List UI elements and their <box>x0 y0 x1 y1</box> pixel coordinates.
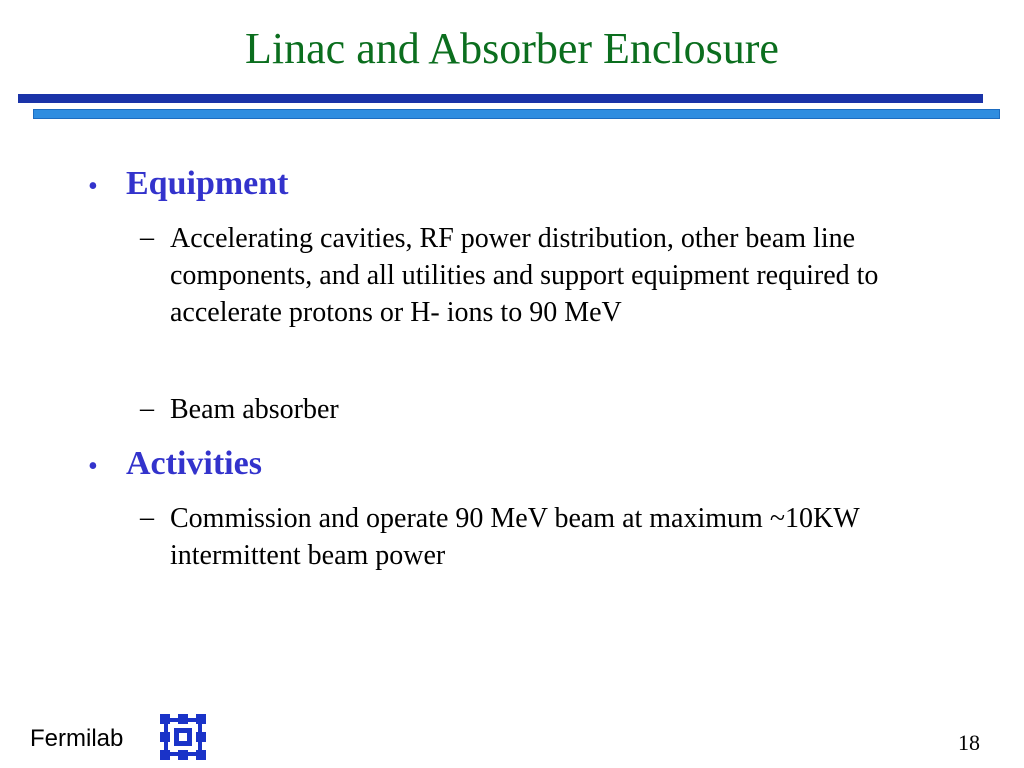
fermilab-logo-icon <box>158 712 208 762</box>
title-rule-light <box>33 109 1000 119</box>
sub-bullet-beam-absorber: Beam absorber <box>170 394 339 425</box>
section-heading-activities: Activities <box>126 445 262 482</box>
slide-title: Linac and Absorber Enclosure <box>245 24 779 73</box>
sub-bullet-equipment-details: Accelerating cavities, RF power distribution, other beam line components, and all utilities and support equipment required to accelerate protons or H- ions to 90 MeV <box>170 223 879 328</box>
bullet-marker: • <box>88 451 98 482</box>
sub-bullet-marker: – <box>140 222 154 253</box>
bullet-marker: • <box>88 171 98 202</box>
sub-bullet-commission-details: Commission and operate 90 MeV beam at maximum ~10KW intermittent beam power <box>170 503 860 571</box>
section-heading-equipment: Equipment <box>126 165 289 202</box>
footer-brand: Fermilab <box>30 725 124 752</box>
title-rule-dark <box>18 94 983 103</box>
sub-bullet-marker: – <box>140 393 154 424</box>
page-number: 18 <box>958 730 980 755</box>
sub-bullet-marker: – <box>140 502 154 533</box>
